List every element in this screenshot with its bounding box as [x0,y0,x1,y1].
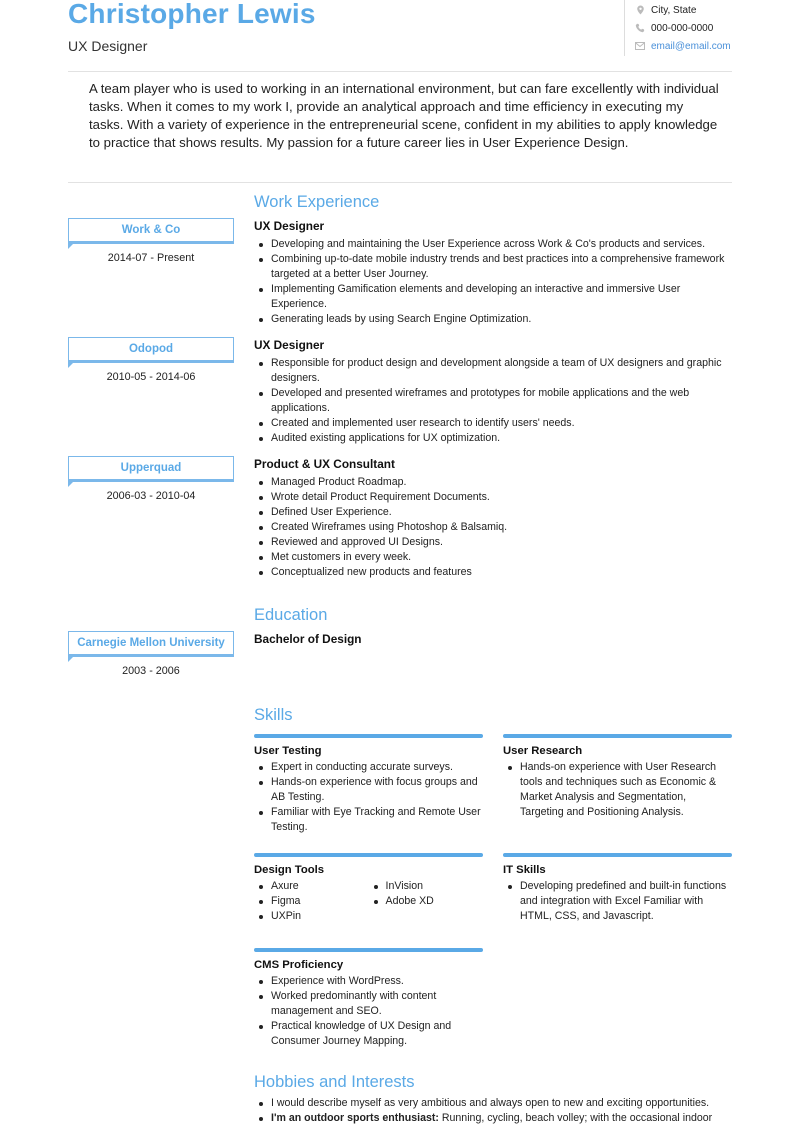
education-dates: 2003 - 2006 [122,665,180,677]
skill-group [503,734,732,820]
list-item: Met customers in every week. [254,550,734,565]
skill-name: CMS Proficiency [254,959,344,971]
job-entry [254,457,734,580]
job-duties [254,237,734,327]
job-duties [254,356,734,446]
skill-details [254,879,369,924]
hobbies-list [254,1096,734,1126]
list-item: Created and implemented user research to identify users' needs. [254,416,734,431]
skill-details [369,879,484,924]
contact-location [635,2,754,18]
professional-summary: A team player who is used to working in an international environment, but can fare excellently with individual tasks. When it comes to my work I, provide an analytical approach and time efficiency in executing my tasks. With a variety of experience in the entrepreneurial scene, confident in my abilities to apply knowledge to practice that shows results. My passion for a future career lies in User Experience Design. [89,81,719,150]
contact-phone-text: 000-000-0000 [651,22,714,34]
contact-location-text: City, State [651,4,697,16]
contact-phone [635,20,754,36]
list-item: Combining up-to-date mobile industry trends and best practices into a comprehensive framework targeted at a better User Journey. [254,252,734,282]
skill-name: Design Tools [254,864,325,876]
skill-level-bar [254,734,483,738]
list-item: Developed and presented wireframes and prototypes for mobile applications and the web applications. [254,386,734,416]
list-item: Developing and maintaining the User Experience across Work & Co's products and services. [254,237,734,252]
list-item: Axure [254,879,369,894]
contact-email-link[interactable]: email@email.com [651,40,731,52]
skill-level-bar [254,948,483,952]
list-item: Responsible for product design and development alongside a team of UX designers and graphic designers. [254,356,734,386]
company-badge: Work & Co [68,218,234,244]
skill-details [254,760,483,835]
job-duties [254,475,734,580]
list-item: InVision [369,879,484,894]
hobbies-heading: Hobbies and Interests [254,1073,415,1091]
education-entry [254,632,734,650]
list-item: Familiar with Eye Tracking and Remote User Testing. [254,805,483,835]
skill-level-bar [254,853,483,857]
hobby-text: Running, cycling, beach volley; with the occasional indoor [441,1112,713,1124]
skill-name: IT Skills [503,864,546,876]
list-item: Managed Product Roadmap. [254,475,734,490]
skill-columns [254,879,483,924]
company-badge: Odopod [68,337,234,363]
list-item: Reviewed and approved UI Designs. [254,535,734,550]
envelope-icon [635,41,645,51]
list-item: Worked predominantly with content management and SEO. [254,989,483,1019]
list-item: Practical knowledge of UX Design and Consumer Journey Mapping. [254,1019,483,1049]
employment-dates: 2014-07 - Present [107,252,195,264]
candidate-name: Christopher Lewis [68,0,316,29]
candidate-title: UX Designer [68,38,148,54]
skill-level-bar [503,734,732,738]
list-item: Audited existing applications for UX optimization. [254,431,734,446]
work-experience-heading: Work Experience [254,193,380,211]
list-item: Conceptualized new products and features [254,565,734,580]
list-item: UXPin [254,909,369,924]
list-item: Developing predefined and built-in functions and integration with Excel Familiar with HTML, CSS, and Javascript. [503,879,732,924]
hobby-label: I'm an outdoor sports enthusiast: [271,1112,439,1124]
skill-group [254,948,483,1049]
job-title: Product & UX Consultant [254,457,395,471]
job-entry [254,219,734,327]
skill-name: User Testing [254,745,322,757]
school-badge: Carnegie Mellon University [68,631,234,657]
employment-dates: 2006-03 - 2010-04 [106,490,196,502]
list-item: Hands-on experience with User Research tools and techniques such as Economic & Market Analysis and Segmentation, Targeting and Positioning Analysis. [503,760,732,820]
skill-group [503,853,732,924]
education-heading: Education [254,606,328,624]
employment-dates: 2010-05 - 2014-06 [106,371,196,383]
company-badge: Upperquad [68,456,234,482]
list-item: Wrote detail Product Requirement Documents. [254,490,734,505]
phone-icon [635,23,645,33]
list-item: I would describe myself as very ambitious and always open to new and exciting opportunities. [254,1096,734,1111]
contact-info [624,0,754,56]
list-item: Adobe XD [369,894,484,909]
summary-divider [68,182,732,183]
list-item: Experience with WordPress. [254,974,483,989]
skills-heading: Skills [254,706,293,724]
list-item: Hands-on experience with focus groups and AB Testing. [254,775,483,805]
list-item [254,1111,734,1126]
list-item: Expert in conducting accurate surveys. [254,760,483,775]
list-item: Created Wireframes using Photoshop & Balsamiq. [254,520,734,535]
list-item: Defined User Experience. [254,505,734,520]
job-title: UX Designer [254,338,325,352]
contact-email[interactable] [635,38,754,54]
degree-title: Bachelor of Design [254,632,362,646]
skill-details [503,879,732,924]
skill-name: User Research [503,745,583,757]
skill-details [254,974,483,1049]
list-item: Implementing Gamification elements and developing an interactive and immersive User Experience. [254,282,734,312]
list-item: Generating leads by using Search Engine Optimization. [254,312,734,327]
job-title: UX Designer [254,219,325,233]
skill-details [503,760,732,820]
list-item: Figma [254,894,369,909]
job-entry [254,338,734,446]
skill-level-bar [503,853,732,857]
map-pin-icon [635,5,645,15]
skill-group [254,734,483,835]
skill-group [254,853,483,924]
header-divider [68,71,732,72]
